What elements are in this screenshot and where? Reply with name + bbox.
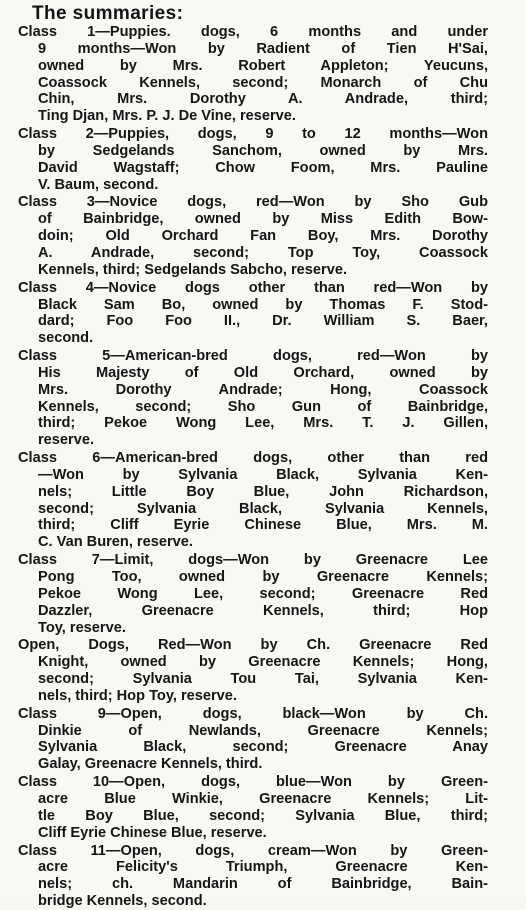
entry-text-line: Pekoe Wong Lee, second; Greenacre Red (38, 585, 488, 602)
entry-text-line: Class 6—American-bred dogs, other than red (18, 450, 488, 467)
entry-text-line: second; Sylvania Tou Tai, Sylvania Ken- (38, 671, 488, 688)
entry-text-line: Class 1—Puppies. dogs, 6 months and under (18, 24, 488, 40)
class-result-entry (18, 552, 488, 636)
entry-text-line: third; Pekoe Wong Lee, Mrs. T. J. Gillen, (38, 415, 488, 432)
entry-text-line: reserve. (38, 432, 94, 449)
entry-text-line: Toy, reserve. (38, 619, 126, 636)
entry-text-line: Class 10—Open, dogs, blue—Won by Green- (18, 774, 488, 791)
entry-text-line: acre Blue Winkie, Greenacre Kennels; Lit- (38, 790, 488, 807)
entry-text-line: Open, Dogs, Red—Won by Ch. Greenacre Red (18, 637, 488, 654)
class-result-entry (18, 843, 488, 910)
entry-text-line: V. Baum, second. (38, 176, 159, 193)
entry-text-line: bridge Kennels, second. (38, 893, 207, 910)
class-result-entry (18, 194, 488, 278)
class-result-entry (18, 280, 488, 347)
entry-text-line: —Won by Sylvania Black, Sylvania Ken- (38, 466, 488, 483)
summaries-heading: The summaries: (32, 3, 184, 24)
entry-text-line: third; Cliff Eyrie Chinese Blue, Mrs. M. (38, 517, 488, 534)
entry-text-line: Cliff Eyrie Chinese Blue, reserve. (38, 824, 267, 841)
entry-text-line: Galay, Greenacre Kennels, third. (38, 756, 263, 773)
entry-text-line: second; Sylvania Black, Sylvania Kennels, (38, 500, 488, 517)
class-result-entry (18, 126, 488, 193)
entry-text-line: tle Boy Blue, second; Sylvania Blue, third; (38, 807, 488, 824)
entry-text-line: Class 4—Novice dogs other than red—Won by (18, 279, 488, 296)
entry-text-line: Dinkie of Newlands, Greenacre Kennels; (38, 722, 488, 739)
entry-text-line: Pong Too, owned by Greenacre Kennels; (38, 569, 488, 585)
entry-text-line: His Majesty of Old Orchard, owned by (38, 364, 488, 381)
entry-text-line: Ting Djan, Mrs. P. J. De Vine, reserve. (38, 108, 296, 125)
entry-text-line: Chin, Mrs. Dorothy A. Andrade, third; (38, 91, 488, 108)
entry-text-line: nels; Little Boy Blue, John Richardson, (38, 483, 488, 500)
entry-text-line: Kennels, third; Sedgelands Sabcho, reserve. (38, 261, 347, 278)
entry-text-line: nels, third; Hop Toy, reserve. (38, 687, 237, 704)
entry-text-line: of Bainbridge, owned by Miss Edith Bow- (38, 211, 488, 228)
entry-text-line: Mrs. Dorothy Andrade; Hong, Coassock (38, 381, 488, 398)
entry-text-line: Class 2—Puppies, dogs, 9 to 12 months—Won (18, 126, 488, 143)
class-result-entry (18, 706, 488, 773)
results-column (18, 24, 488, 910)
entry-text-line: Dazzler, Greenacre Kennels, third; Hop (38, 602, 488, 619)
class-result-entry (18, 348, 488, 449)
entry-text-line: Class 9—Open, dogs, black—Won by Ch. (18, 705, 488, 722)
entry-text-line: A. Andrade, second; Top Toy, Coassock (38, 244, 488, 261)
class-result-entry (18, 637, 488, 704)
entry-text-line: Sylvania Black, second; Greenacre Anay (38, 739, 488, 756)
entry-text-line: C. Van Buren, reserve. (38, 534, 193, 551)
entry-text-line: by Sedgelands Sanchom, owned by Mrs. (38, 142, 488, 159)
entry-text-line: acre Felicity's Triumph, Greenacre Ken- (38, 859, 488, 876)
entry-text-line: dard; Foo Foo II., Dr. William S. Baer, (38, 313, 488, 330)
entry-text-line: Black Sam Bo, owned by Thomas F. Stod- (38, 296, 488, 313)
entry-text-line: doin; Old Orchard Fan Boy, Mrs. Dorothy (38, 228, 488, 245)
entry-text-line: Kennels, second; Sho Gun of Bainbridge, (38, 398, 488, 415)
entry-text-line: second. (38, 330, 94, 347)
class-result-entry (18, 774, 488, 841)
entry-text-line: Coassock Kennels, second; Monarch of Chu (38, 74, 488, 91)
class-result-entry (18, 450, 488, 551)
entry-text-line: David Wagstaff; Chow Foom, Mrs. Pauline (38, 159, 488, 176)
class-result-entry (18, 24, 488, 125)
entry-text-line: Class 7—Limit, dogs—Won by Greenacre Lee (18, 552, 488, 569)
entry-text-line: Class 11—Open, dogs, cream—Won by Green- (18, 842, 488, 859)
entry-text-line: nels; ch. Mandarin of Bainbridge, Bain- (38, 876, 488, 893)
entry-text-line: owned by Mrs. Robert Appleton; Yeucuns, (38, 57, 488, 74)
entry-text-line: 9 months—Won by Radient of Tien H'Sai, (38, 40, 488, 57)
entry-text-line: Knight, owned by Greenacre Kennels; Hong, (38, 654, 488, 671)
entry-text-line: Class 5—American-bred dogs, red—Won by (18, 348, 488, 365)
entry-text-line: Class 3—Novice dogs, red—Won by Sho Gub (18, 194, 488, 211)
